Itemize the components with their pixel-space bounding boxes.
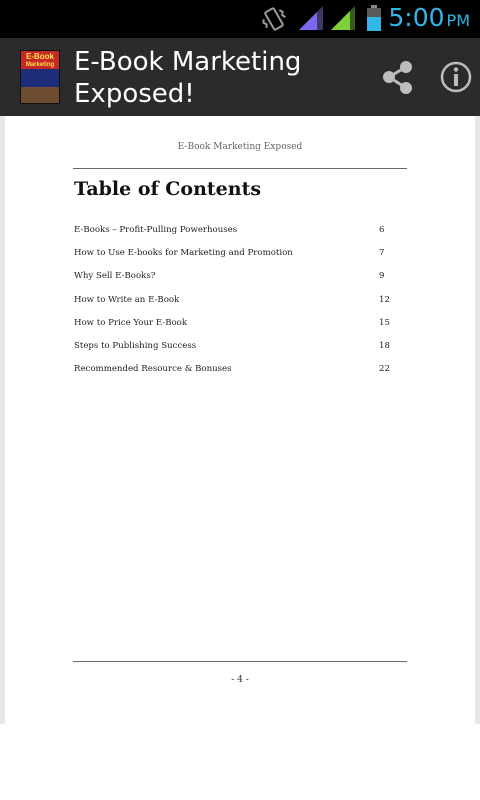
toc-item[interactable] — [74, 225, 394, 248]
status-bar — [0, 0, 480, 38]
toc-item-page: 6 — [379, 225, 385, 235]
toc-item[interactable] — [74, 341, 394, 364]
footer-divider — [73, 661, 407, 662]
toc-item[interactable] — [74, 295, 394, 318]
toc-item-page: 9 — [379, 271, 385, 282]
share-button[interactable] — [378, 58, 418, 98]
toc-item-text: Why Sell E-Books? — [74, 271, 156, 282]
battery-icon — [366, 5, 382, 32]
toc-item-text: Recommended Resource & Bonuses — [74, 364, 232, 375]
toc-item-text: Steps to Publishing Success — [74, 340, 197, 351]
clock-time: 5:00 — [388, 3, 445, 32]
signal-purple-icon — [298, 5, 324, 31]
clock-ampm: PM — [446, 11, 470, 30]
toc-item-page: 15 — [379, 317, 390, 328]
document-page — [5, 116, 475, 724]
toc-item-text: How to Use E-books for Marketing and Promotion — [74, 248, 293, 259]
app-title — [74, 46, 301, 110]
toc-title: Table of Contents — [74, 178, 262, 200]
document-viewer[interactable] — [0, 116, 480, 724]
toc-item[interactable] — [74, 318, 394, 341]
page-header: E-Book Marketing Exposed — [177, 142, 303, 152]
vibrate-icon — [260, 5, 288, 33]
app-icon-shelf — [21, 87, 59, 103]
info-icon — [437, 58, 477, 98]
toc-item-page: 18 — [379, 340, 390, 351]
app-icon[interactable] — [20, 50, 60, 104]
toc-item[interactable] — [74, 364, 394, 387]
info-button[interactable] — [437, 58, 477, 98]
toc-item[interactable] — [74, 271, 394, 294]
clock — [388, 3, 470, 32]
app-title-line1: E-Book Marketing — [74, 47, 302, 77]
toc-item[interactable] — [74, 248, 394, 271]
app-title-line2: Exposed! — [74, 79, 195, 109]
app-icon-text-top: E-Book — [26, 52, 54, 61]
toc-list — [74, 225, 394, 387]
action-bar — [0, 38, 480, 116]
signal-green-icon — [330, 5, 356, 31]
toc-item-page: 22 — [379, 364, 390, 375]
page-number: - 4 - — [231, 675, 249, 685]
header-divider — [73, 168, 407, 169]
toc-item-page: 7 — [379, 248, 385, 259]
toc-item-page: 12 — [379, 294, 390, 305]
toc-item-text: How to Write an E-Book — [74, 294, 180, 305]
toc-item-text: How to Price Your E-Book — [74, 317, 188, 328]
toc-item-text: E-Books – Profit-Pulling Powerhouses — [74, 225, 238, 235]
app-icon-text-bottom: Marketing — [25, 62, 55, 68]
share-icon — [378, 58, 418, 98]
